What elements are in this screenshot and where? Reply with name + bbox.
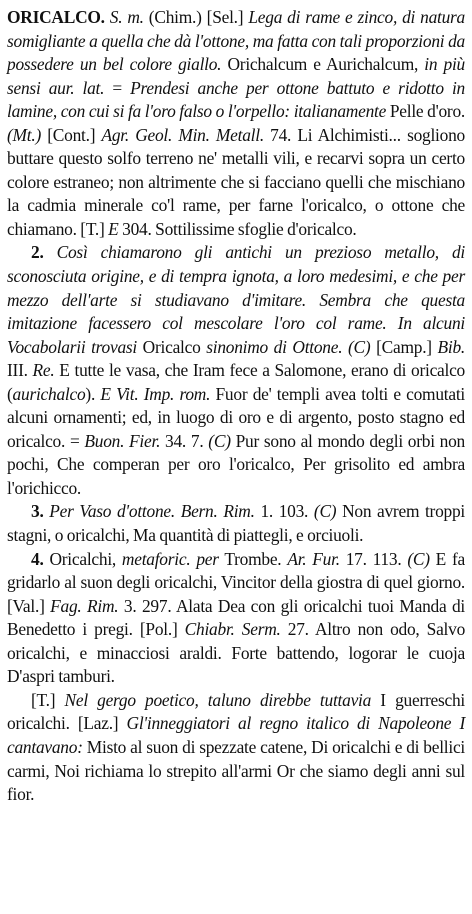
text-run: 304. Sottilissime sfoglie d'oricalco. <box>118 218 357 239</box>
text-run: Fuor de' templi avea tolti e comutati alcuni ornamenti; ed, in luogo di oro e di argento, posto stagno ed oricalco. = <box>7 383 465 451</box>
text-run: Oricalchi, <box>43 548 122 569</box>
italic-text: Così chiamarono gli antichi un prezioso metallo, di sconosciuta origine, e di tempra ignota, a loro medesimi, e che per mezzo dell'arte si studiavano d'imitare. Sembra che questa imitazione facessero col mescolare l'oro col rame. In alcuni Vocabolarii trovasi <box>7 242 465 357</box>
text-run: 17. 113. <box>339 548 408 569</box>
italic-text: E Vit. Imp. rom. <box>100 383 211 404</box>
text-run: = <box>104 77 131 98</box>
italic-text: Chiabr. Serm. <box>184 619 281 640</box>
italic-text: metaforic. per <box>121 548 219 569</box>
text-run: 3. 297. Alata Dea con gli oricalchi tuoi Manda di Benedetto i pregi. [Pol.] <box>7 595 465 640</box>
text-run: 34. 7. <box>160 430 209 451</box>
text-run: 27. Altro non odo, Salvo oricalchi, e minacciosi araldi. Forte battendo, logorar le cuoja D'aspri tamburi. <box>7 619 466 687</box>
italic-text: sinonimo di <box>206 336 287 357</box>
italic-text: Ar. Fur. <box>287 548 340 569</box>
bold-text: 3. <box>31 501 44 522</box>
entry-paragraph-3 <box>7 500 465 547</box>
italic-text: in più sensi aur. lat. <box>7 54 465 98</box>
text-run: 1. 103. <box>254 501 314 522</box>
bold-text: 4. <box>31 548 44 569</box>
text-run: Pur sono al mondo degli orbi non pochi, Che comperan per oro l'oricalco, Per grisolito ed ambra l'orichicco. <box>7 430 466 498</box>
entry-paragraph-5 <box>7 689 465 807</box>
italic-text: Lega di rame e zinco, di natura somigliante a quella che dà l'ottone, ma fatta con tali proporzioni da possedere un bel colore giallo. <box>7 7 466 75</box>
italic-text: Agr. Geol. Min. Metall. <box>101 124 264 145</box>
bold-text: 2. <box>31 242 44 263</box>
italic-text: S. m. <box>104 7 144 27</box>
italic-text: Re. <box>32 360 55 381</box>
text-run: E tutte le vasa, che Iram fece a Salomone, erano di oricalco ( <box>7 360 465 404</box>
text-run: Oricalco <box>137 336 207 357</box>
text-run: III. <box>7 360 33 381</box>
italic-text: Fag. Rim. <box>50 595 119 616</box>
italic-text: E <box>108 218 119 239</box>
italic-text: Per Vaso d'ottone. Bern. Rim. <box>43 501 255 522</box>
entry-paragraph-4 <box>7 548 465 689</box>
text-run: ). <box>85 383 101 404</box>
text-run: Non avrem troppi stagni, o oricalchi, Ma quantità di piattegli, e orciuoli. <box>7 501 465 546</box>
text-run: 74. Li Alchimisti... sogliono buttare questo solfo terreno ne' metalli vili, e recarvi sopra un certo colore estraneo; non altrimente che si facciano quelli che mischiano la cadmia minerale co'l rame, per farne l'oricalco, o ottone che chiamano. [T.] <box>7 124 465 239</box>
text-run: [Cont.] <box>41 124 102 145</box>
italic-text: Nel gergo poetico, taluno direbbe tuttavia <box>64 689 372 710</box>
text-run: [Camp.] <box>370 336 438 357</box>
dictionary-entry-oricalco <box>7 6 465 807</box>
italic-text: (C) <box>208 430 231 451</box>
italic-text: (Mt.) <box>7 124 41 145</box>
italic-text: Prendesi anche per ottone battuto e ridotto in lamine, con cui si fa l'oro falso o l'orpello: italianamente <box>7 77 465 122</box>
italic-text: (C) <box>313 501 337 522</box>
italic-text: Buon. Fier. <box>84 430 161 451</box>
text-run: Trombe. <box>218 548 288 569</box>
entry-paragraph-1 <box>7 6 465 241</box>
text-run: [T.] <box>31 689 65 710</box>
bold-text: ORICALCO. <box>7 7 105 27</box>
entry-paragraph-2 <box>7 241 465 500</box>
italic-text: (C) <box>407 548 430 569</box>
text-run: Pelle d'oro. <box>386 101 465 122</box>
text-run: (Chim.) [Sel.] <box>143 7 249 27</box>
italic-text: Bib. <box>437 336 466 357</box>
text-run: I guerreschi oricalchi. [Laz.] <box>7 689 466 734</box>
text-run: Orichalcum e Aurichalcum, <box>221 54 425 75</box>
italic-text: Ottone. (C) <box>292 336 371 357</box>
italic-text: Gl'inneggiatori al regno italico di Napoleone I cantavano: <box>7 713 465 757</box>
italic-text: aurichalco <box>12 383 86 404</box>
text-run: Misto al suon di spezzate catene, Di oricalchi e di bellici carmi, Noi richiama lo strepito all'armi Or che siamo degli anni sul fior. <box>7 736 465 805</box>
text-run: E fa gridarlo al suon degli oricalchi, Vincitor della giostra di quel giorno. [Val.] <box>7 548 465 616</box>
